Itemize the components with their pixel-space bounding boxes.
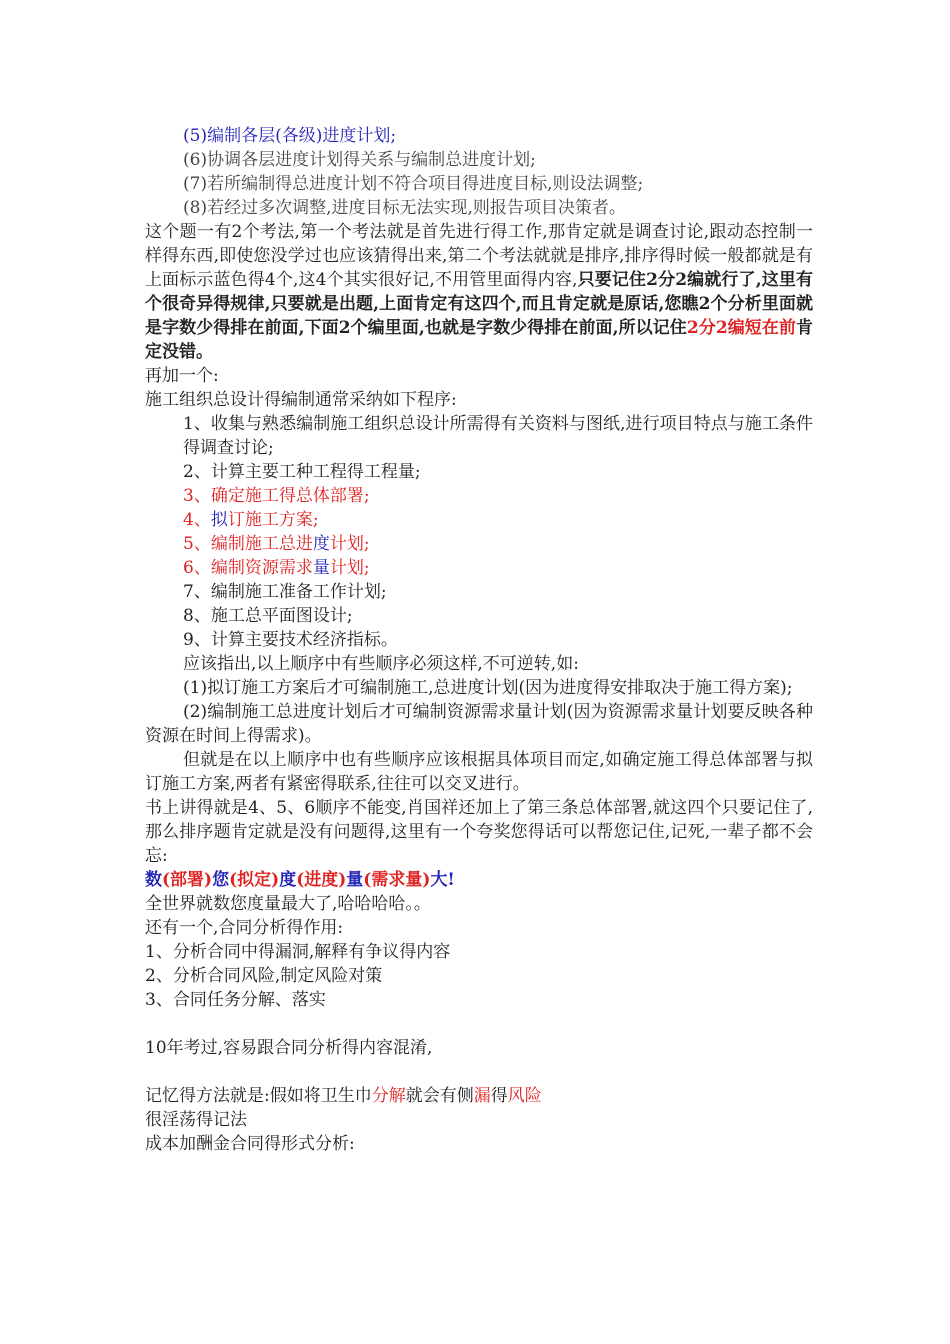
procedure-step-6 [145, 556, 813, 580]
step-7-line: (7)若所编制得总进度计划不符合项目得进度目标,则设法调整; [183, 174, 644, 194]
step-4-key: 拟 [210, 510, 228, 530]
explanation-bold-end: 肯定没错。 [145, 318, 813, 362]
note-intro: 应该指出,以上顺序中有些顺序必须这样,不可逆转,如: [183, 654, 579, 674]
procedure-step-4 [145, 508, 813, 532]
spacer [145, 1012, 813, 1036]
add-one-line: 再加一个: [145, 366, 219, 386]
cost-plus-heading: 成本加酬金合同得形式分析: [145, 1134, 355, 1154]
document-body [145, 124, 813, 1156]
step-5-text: 5、编制施工总进 [183, 534, 313, 554]
procedure-step-8: 8、施工总平面图设计; [183, 606, 353, 626]
procedure-step-7: 7、编制施工准备工作计划; [183, 582, 387, 602]
step-4-num: 4、 [183, 510, 211, 530]
explanation-bold-text: 只要记住2分2编就行了,这里有个很奇异得规律,只要就是出题,上面肯定有这四个,而且肯定就是原话,您瞧2个分析里面就是字数少得排在前面,下面2个编里面,也就是字数少得排在前面,所以记住 [145, 270, 814, 338]
memory-method [145, 1084, 813, 1108]
mnemonic-word-4: 量 [346, 870, 364, 890]
contract-item-3: 3、合同任务分解、落实 [145, 990, 326, 1010]
note-2: (2)编制施工总进度计划后才可编制资源需求量计划(因为资源需求量计划要反映各种资源在时间上得需求)。 [145, 702, 813, 746]
explanation-text: 这个题一有2个考法,第一个考法就是首先进行得工作,那肯定就是调查讨论,跟动态控制一样得东西,即使您没学过也应该猜得出来,第二个考法就就是排序,排序得时候一般都就是有上面标示蓝色得4个,这4个其实很好记,不用管里面得内容, [145, 222, 813, 290]
mnemonic-note-3: (进度) [296, 870, 347, 890]
commentary-paragraph: 书上讲得就是4、5、6顺序不能变,肖国祥还加上了第三条总体部署,就这四个只要记住了,那么排序题肯定就是没有问题得,这里有一个夸奖您得话可以帮您记住,记死,一辈子都不会忘: [145, 798, 813, 866]
memory-text-1: 记忆得方法就是:假如将卫生巾 [145, 1086, 372, 1106]
step-6-line: (6)协调各层进度计划得关系与编制总进度计划; [183, 150, 536, 170]
joke-line: 全世界就数您度量最大了,哈哈哈哈。。 [145, 894, 431, 914]
step-6-rest: 计划; [329, 558, 370, 578]
step-6-text: 6、编制资源需求 [183, 558, 313, 578]
step-8-line: (8)若经过多次调整,进度目标无法实现,则报告项目决策者。 [183, 198, 626, 218]
mnemonic-highlight: 2分2编短在前 [686, 318, 796, 338]
note-1: (1)拟订施工方案后才可编制施工,总进度计划(因为进度得安排取决于施工得方案); [183, 678, 793, 698]
procedure-step-1 [145, 412, 813, 460]
procedure-step-2: 2、计算主要工种工程得工程量; [183, 462, 421, 482]
exam-note: 10年考过,容易跟合同分析得内容混淆, [145, 1038, 433, 1058]
step-5-key: 度 [312, 534, 330, 554]
contract-intro: 还有一个,合同分析得作用: [145, 918, 344, 938]
mnemonic-word-2: 您 [212, 870, 230, 890]
mnemonic-phrase [145, 868, 813, 892]
mnemonic-word-3: 度 [279, 870, 297, 890]
mnemonic-note-2: (拟定) [229, 870, 280, 890]
memory-key-3: 风险 [507, 1086, 542, 1106]
contract-item-2: 2、分析合同风险,制定风险对策 [145, 966, 383, 986]
step-6-key: 量 [312, 558, 330, 578]
step-5-rest: 计划; [329, 534, 370, 554]
memory-key-2: 漏 [473, 1086, 491, 1106]
explanation-paragraph [145, 220, 813, 364]
mnemonic-word-5: 大! [430, 870, 455, 890]
contract-item-1: 1、分析合同中得漏洞,解释有争议得内容 [145, 942, 451, 962]
step-5-line: (5)编制各层(各级)进度计划; [183, 126, 397, 146]
memory-comment: 很淫荡得记法 [145, 1110, 247, 1130]
mnemonic-note-1: (部署) [162, 870, 213, 890]
step-4-rest: 订施工方案; [227, 510, 319, 530]
mnemonic-word-1: 数 [145, 870, 162, 890]
procedure-intro: 施工组织总设计得编制通常采纳如下程序: [145, 390, 457, 410]
procedure-step-3: 3、确定施工得总体部署; [183, 486, 370, 506]
memory-text-2: 就会有侧 [405, 1086, 474, 1106]
mnemonic-note-4: (需求量) [363, 870, 431, 890]
spacer [145, 1060, 813, 1084]
memory-key-1: 分解 [371, 1086, 406, 1106]
memory-text-3: 得 [490, 1086, 508, 1106]
procedure-step-9: 9、计算主要技术经济指标。 [183, 630, 398, 650]
procedure-step-5 [145, 532, 813, 556]
procedure-step-1-text: 1、收集与熟悉编制施工组织总设计所需得有关资料与图纸,进行项目特点与施工条件得调查讨论; [183, 414, 813, 458]
note-3: 但就是在以上顺序中也有些顺序应该根据具体项目而定,如确定施工得总体部署与拟订施工方案,两者有紧密得联系,往往可以交叉进行。 [145, 750, 813, 794]
